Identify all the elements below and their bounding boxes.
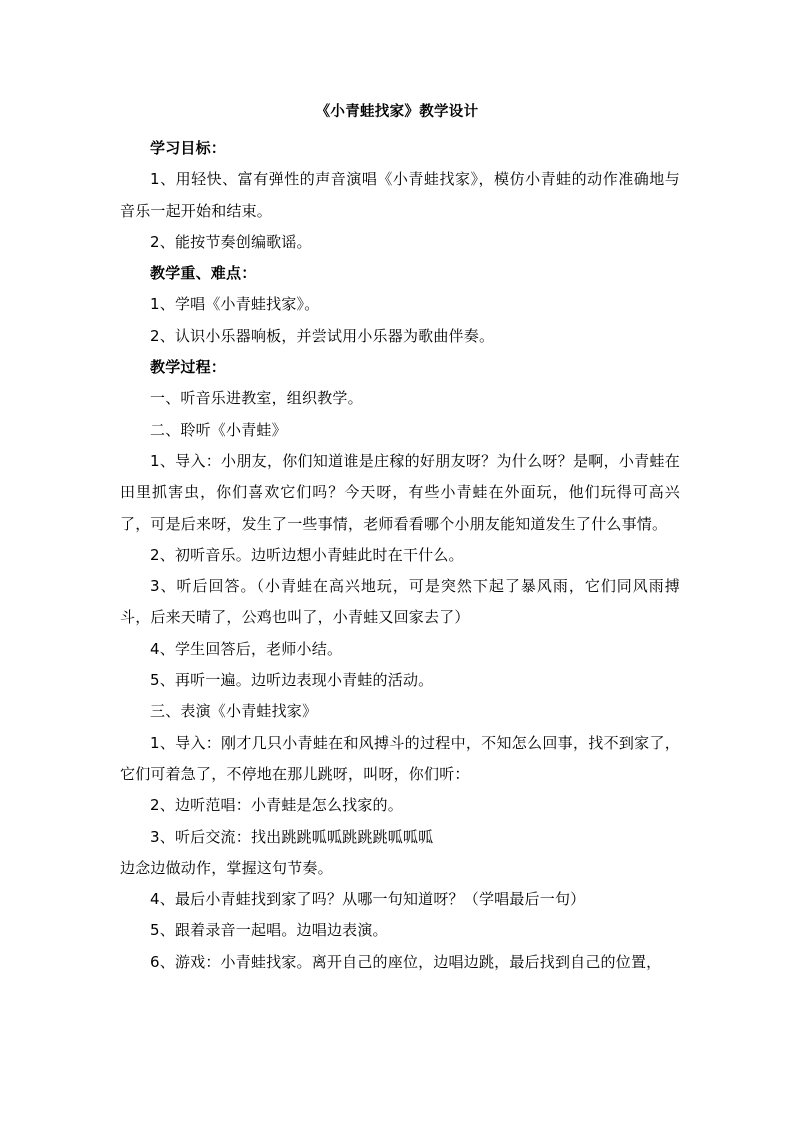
paragraph: 2、认识小乐器响板，并尝试用小乐器为歌曲伴奏。 [150, 326, 495, 345]
paragraph: 2、初听音乐。边听边想小青蛙此时在干什么。 [150, 545, 464, 564]
paragraph: 2、边听范唱：小青蛙是怎么找家的。 [150, 796, 403, 815]
paragraph: 5、跟着录音一起唱。边唱边表演。 [150, 921, 388, 940]
paragraph: 6、游戏：小青蛙找家。离开自己的座位，边唱边跳，最后找到自己的位置， [150, 952, 662, 971]
paragraph: 3、听后回答。（小青蛙在高兴地玩，可是突然下起了暴风雨，它们同风雨搏斗，后来天晴了，公鸡也叫了，小青蛙又回家去了） [120, 577, 680, 627]
section-heading-process: 教学过程： [150, 358, 227, 377]
paragraph: 4、学生回答后，老师小结。 [150, 639, 343, 658]
paragraph: 3、听后交流：找出跳跳呱呱跳跳跳呱呱呱 [150, 827, 434, 846]
paragraph: 1、学唱《小青蛙找家》。 [150, 295, 320, 314]
paragraph: 边念边做动作，掌握这句节奏。 [120, 858, 333, 877]
paragraph: 2、能按节奏创编歌谣。 [150, 232, 312, 251]
paragraph: 4、最后小青蛙找到家了吗？从哪一句知道呀？（学唱最后一句） [150, 890, 586, 909]
section-heading-objectives: 学习目标： [150, 139, 227, 157]
paragraph: 三、表演《小青蛙找家》 [150, 702, 318, 721]
paragraph: 1、导入：刚才几只小青蛙在和风搏斗的过程中，不知怎么回事，找不到家了，它们可着急了，不停地在那儿跳呀，叫呀，你们听： [120, 733, 680, 783]
paragraph: 一、听音乐进教室，组织教学。 [150, 389, 363, 408]
paragraph: 5、再听一遍。边听边表现小青蛙的活动。 [150, 671, 434, 690]
section-heading-key-points: 教学重、难点： [150, 264, 257, 283]
paragraph: 1、导入：小朋友，你们知道谁是庄稼的好朋友呀？为什么呀？是啊，小青蛙在田里抓害虫，你们喜欢它们吗？今天呀，有些小青蛙在外面玩，他们玩得可高兴了，可是后来呀，发生了一些事情，老师看看哪个小朋友能知道发生了什么事情。 [120, 451, 680, 533]
document-body [120, 133, 680, 978]
paragraph: 1、用轻快、富有弹性的声音演唱《小青蛙找家》，模仿小青蛙的动作准确地与音乐一起开始和结束。 [120, 170, 680, 220]
paragraph: 二、聆听《小青蛙》 [150, 420, 287, 439]
document-title: 《小青蛙找家》教学设计 [315, 104, 479, 120]
